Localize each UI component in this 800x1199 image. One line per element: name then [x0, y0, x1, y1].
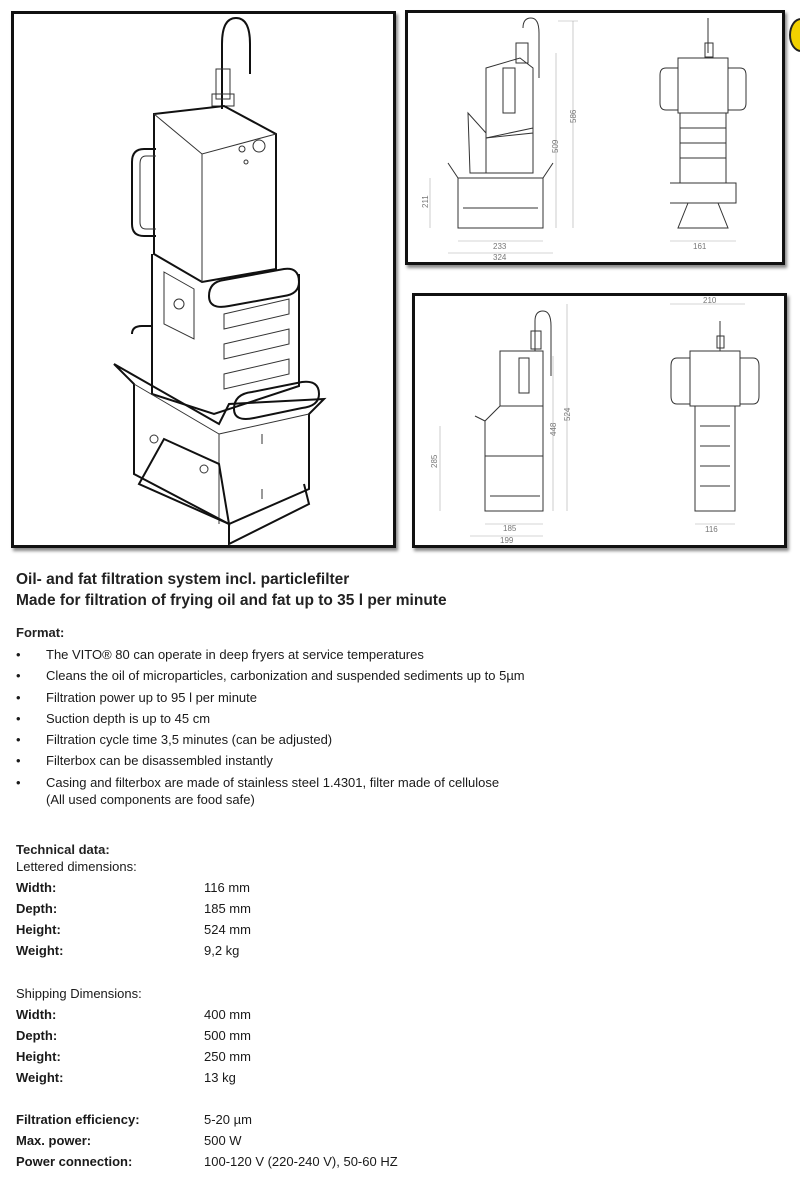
shipping-row-weight: Weight: 13 kg [16, 1070, 236, 1085]
product-isometric-drawing [11, 11, 396, 548]
dim-509: 509 [551, 139, 560, 153]
lettered-dimensions-label: Lettered dimensions: [16, 859, 137, 874]
technical-drawing-bottom [412, 293, 787, 548]
spec-row-depth: Depth: 185 mm [16, 901, 251, 916]
list-item: • The VITO® 80 can operate in deep fryers at service temperatures [16, 647, 424, 662]
food-safe-note: (All used components are food safe) [46, 792, 255, 807]
dim-524: 524 [563, 407, 572, 421]
format-list [16, 644, 525, 793]
dimension-drawing-top-side [415, 296, 784, 545]
list-item: • Suction depth is up to 45 cm [16, 710, 211, 726]
dim-185: 185 [503, 524, 517, 533]
spec-row-power-connection: Power connection: 100-120 V (220-240 V), 50-60 HZ [16, 1154, 398, 1169]
filter-unit-illustration [14, 14, 393, 545]
spec-row-filtration-efficiency: Filtration efficiency: 5-20 µm [16, 1112, 252, 1127]
dim-586: 586 [569, 109, 578, 123]
spec-row-width: Width: 116 mm [16, 880, 250, 895]
dim-448: 448 [549, 422, 558, 436]
product-headline [16, 569, 447, 611]
spec-row-height: Height: 524 mm [16, 922, 251, 937]
dim-199: 199 [500, 536, 514, 545]
shipping-row-width: Width: 400 mm [16, 1007, 251, 1022]
headline-line-1: Oil- and fat filtration system incl. particlefilter [16, 571, 350, 588]
corner-accent-decoration [789, 18, 800, 52]
dim-285: 285 [430, 454, 439, 468]
technical-data-label: Technical data: [16, 842, 110, 857]
shipping-row-height: Height: 250 mm [16, 1049, 251, 1064]
dim-233: 233 [493, 242, 507, 251]
shipping-row-depth: Depth: 500 mm [16, 1028, 251, 1043]
dim-161: 161 [693, 242, 707, 251]
shipping-dimensions-label: Shipping Dimensions: [16, 986, 142, 1001]
list-item: • Cleans the oil of microparticles, carbonization and suspended sediments up to 5µm [16, 668, 525, 684]
list-item: • Filterbox can be disassembled instantly [16, 753, 273, 769]
headline-line-2: Made for filtration of frying oil and fat up to 35 l per minute [16, 592, 447, 609]
spec-row-max-power: Max. power: 500 W [16, 1133, 242, 1148]
format-label: Format: [16, 625, 65, 640]
list-item: • Filtration power up to 95 l per minute [16, 689, 257, 705]
dim-324: 324 [493, 253, 507, 262]
technical-drawing-top [405, 10, 785, 265]
dim-210: 210 [703, 296, 717, 305]
dimension-drawing-front-side [408, 13, 782, 262]
dim-116: 116 [705, 525, 718, 534]
list-item: • Casing and filterbox are made of stainless steel 1.4301, filter made of cellulose [16, 774, 500, 790]
list-item: • Filtration cycle time 3,5 minutes (can be adjusted) [16, 732, 333, 748]
spec-row-weight: Weight: 9,2 kg [16, 943, 240, 958]
dim-211: 211 [421, 195, 430, 208]
